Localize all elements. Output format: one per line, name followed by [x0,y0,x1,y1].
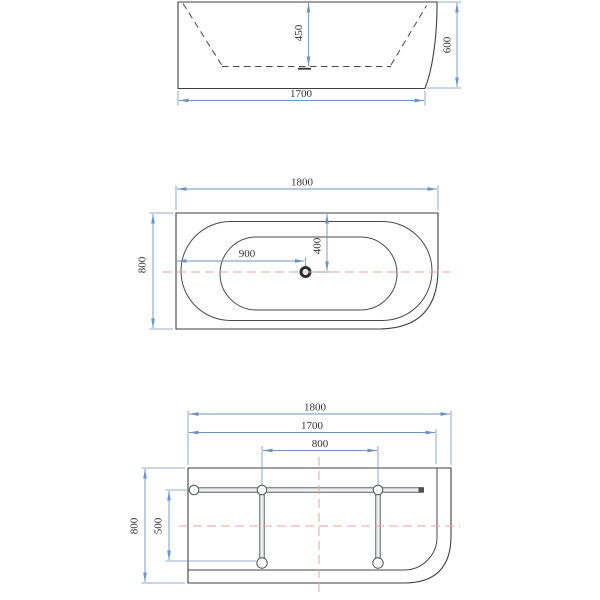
dim-label-base-overall-length: 1800 [304,401,326,414]
dim-label-front-inner-depth: 450 [293,24,305,42]
front-tub-outline [178,2,437,89]
dim-label-plan-drain-offset-y: 400 [311,237,324,255]
dim-label-front-base-width: 1700 [290,88,312,100]
dim-label-plan-overall-length: 1800 [291,176,313,189]
dim-label-plan-drain-offset-x: 900 [238,248,256,260]
base-support-frame [189,485,424,568]
frame-joint-left [189,485,199,495]
dim-label-base-inner-length: 1700 [301,420,323,432]
dim-plan-overall-length [176,177,438,211]
frame-foot-left [257,558,267,568]
dim-label-front-overall-height: 600 [441,36,454,54]
frame-bar-end-cap [419,487,425,493]
dim-base-leg-span [262,438,378,485]
plan-deck-outline [176,213,438,329]
dim-plan-drain-offset-y [312,214,332,272]
frame-foot-right [373,558,383,568]
dim-label-base-overall-width: 800 [128,517,141,535]
dim-plan-overall-width [137,213,174,329]
base-inner-outline [188,468,437,570]
dim-label-base-leg-span-depth: 500 [152,517,165,535]
frame-horizontal-bar [199,488,422,492]
plan-rim-outline [181,222,432,321]
dim-label-base-leg-span: 800 [311,438,329,450]
dim-base-overall-length [188,402,451,466]
dim-label-plan-overall-width: 800 [136,256,149,274]
plan-view [137,177,451,330]
dim-front-base-width [178,88,425,106]
frame-joint-top-left-leg [257,485,267,495]
dim-front-inner-depth [293,3,309,66]
dim-front-overall-height [427,2,462,88]
frame-joint-top-right-leg [373,485,383,495]
front-view [178,2,461,106]
dim-plan-drain-offset-x [177,248,306,266]
base-view [129,402,461,595]
